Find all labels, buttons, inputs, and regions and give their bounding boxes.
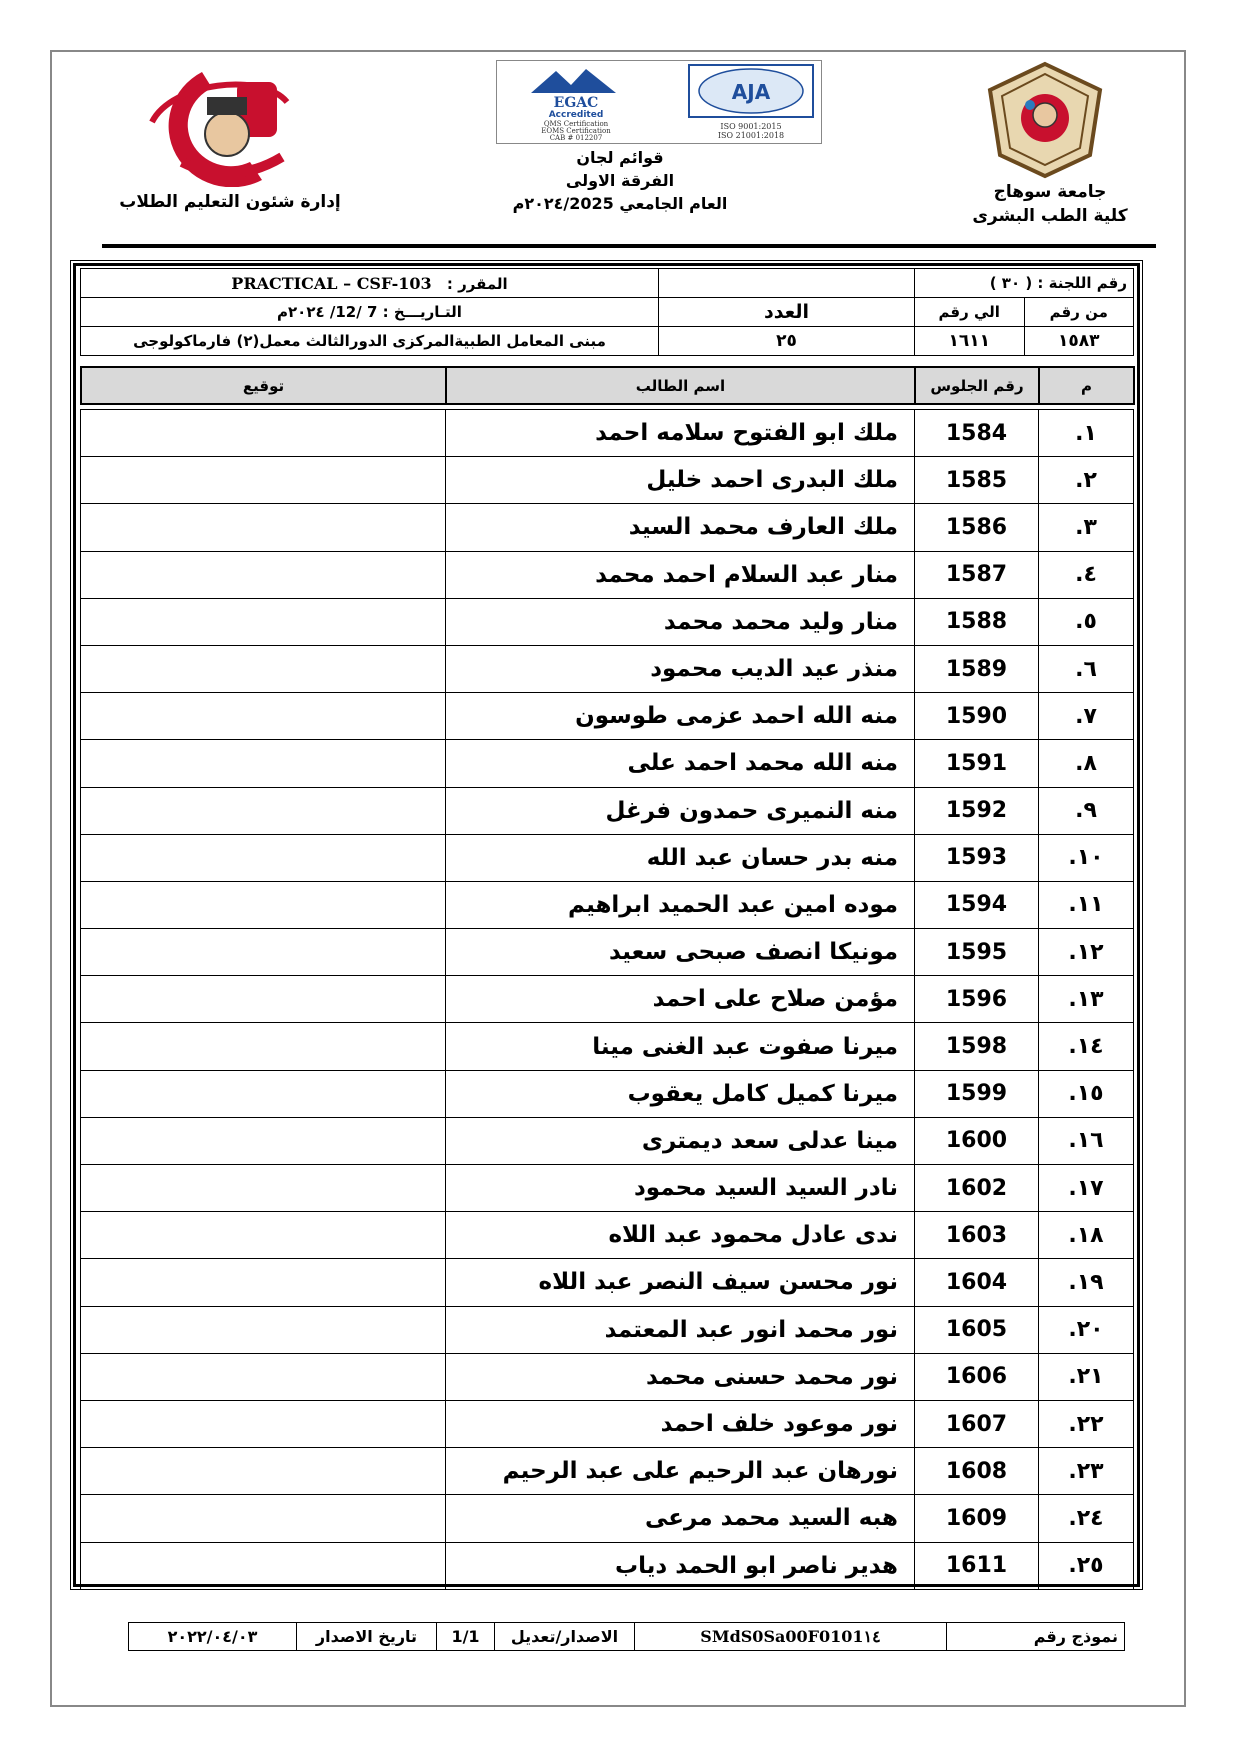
seat-number: 1599 bbox=[915, 1070, 1039, 1117]
exam-header bbox=[470, 146, 770, 215]
seat-number: 1589 bbox=[915, 645, 1039, 692]
table-row bbox=[81, 787, 1134, 834]
to-label: الي رقم bbox=[938, 303, 1000, 321]
student-name: منار وليد محمد محمد bbox=[446, 598, 915, 645]
seat-number: 1586 bbox=[915, 504, 1039, 551]
form-number-value: SMdS0Sa00F0101١٤ bbox=[635, 1623, 947, 1651]
student-name: ميرنا كميل كامل يعقوب bbox=[446, 1070, 915, 1117]
table-row bbox=[81, 1259, 1134, 1306]
table-row bbox=[81, 598, 1134, 645]
signature-cell bbox=[81, 1165, 446, 1212]
seat-number: 1585 bbox=[915, 457, 1039, 504]
table-row bbox=[81, 1353, 1134, 1400]
student-name: منه النميرى حمدون فرغل bbox=[446, 787, 915, 834]
svg-text:ISO 9001:2015: ISO 9001:2015 bbox=[720, 122, 782, 131]
seat-number: 1593 bbox=[915, 834, 1039, 881]
row-index: ١٦. bbox=[1039, 1117, 1134, 1164]
student-name: نور محمد حسنى محمد bbox=[446, 1353, 915, 1400]
admin-label: إدارة شئون التعليم الطلاب bbox=[119, 192, 341, 212]
table-row bbox=[81, 1306, 1134, 1353]
row-index: ٢٣. bbox=[1039, 1448, 1134, 1495]
signature-cell bbox=[81, 645, 446, 692]
svg-text:EGAC: EGAC bbox=[553, 95, 599, 111]
row-index: ٤. bbox=[1039, 551, 1134, 598]
col-index-header: م bbox=[1039, 367, 1134, 404]
student-name: هدير ناصر ابو الحمد دياب bbox=[446, 1542, 915, 1589]
date-cell bbox=[81, 298, 659, 327]
signature-cell bbox=[81, 740, 446, 787]
row-index: ١٠. bbox=[1039, 834, 1134, 881]
row-index: ١٢. bbox=[1039, 929, 1134, 976]
row-index: ١٨. bbox=[1039, 1212, 1134, 1259]
row-index: ١٥. bbox=[1039, 1070, 1134, 1117]
table-row bbox=[81, 976, 1134, 1023]
academic-year: العام الجامعي ٢٠٢٤/2025م bbox=[512, 194, 728, 213]
seat-number: 1606 bbox=[915, 1353, 1039, 1400]
seat-number: 1600 bbox=[915, 1117, 1039, 1164]
seat-number: 1591 bbox=[915, 740, 1039, 787]
table-row bbox=[81, 834, 1134, 881]
row-index: ١١. bbox=[1039, 881, 1134, 928]
table-row bbox=[81, 1023, 1134, 1070]
student-name: منار عبد السلام احمد محمد bbox=[446, 551, 915, 598]
col-seat-header: رقم الجلوس bbox=[915, 367, 1039, 404]
student-name: ملك البدرى احمد خليل bbox=[446, 457, 915, 504]
student-name: نور محسن سيف النصر عبد اللاه bbox=[446, 1259, 915, 1306]
seat-number: 1595 bbox=[915, 929, 1039, 976]
student-name: نور محمد انور عبد المعتمد bbox=[446, 1306, 915, 1353]
signature-cell bbox=[81, 1070, 446, 1117]
seat-number: 1588 bbox=[915, 598, 1039, 645]
signature-cell bbox=[81, 881, 446, 928]
seat-number: 1602 bbox=[915, 1165, 1039, 1212]
svg-text:Accredited: Accredited bbox=[548, 110, 604, 120]
svg-text:ISO 21001:2018: ISO 21001:2018 bbox=[717, 131, 785, 140]
row-index: ٢٥. bbox=[1039, 1542, 1134, 1589]
count-label: العدد bbox=[659, 298, 915, 327]
row-index: ٦. bbox=[1039, 645, 1134, 692]
signature-cell bbox=[81, 1448, 446, 1495]
seat-number: 1608 bbox=[915, 1448, 1039, 1495]
course-label: المقرر : bbox=[446, 274, 508, 293]
signature-cell bbox=[81, 1259, 446, 1306]
row-index: ١٤. bbox=[1039, 1023, 1134, 1070]
signature-cell bbox=[81, 787, 446, 834]
signature-cell bbox=[81, 929, 446, 976]
signature-cell bbox=[81, 1023, 446, 1070]
signature-cell bbox=[81, 1353, 446, 1400]
student-name: مينا عدلى سعد ديمترى bbox=[446, 1117, 915, 1164]
student-name: هبه السيد محمد مرعى bbox=[446, 1495, 915, 1542]
svg-text:QMS Certification: QMS Certification bbox=[543, 120, 609, 128]
table-row bbox=[81, 929, 1134, 976]
header-divider bbox=[102, 244, 1156, 248]
course-cell bbox=[81, 269, 659, 298]
seat-number: 1587 bbox=[915, 551, 1039, 598]
student-name: مؤمن صلاح على احمد bbox=[446, 976, 915, 1023]
col-signature-header: توقيع bbox=[81, 367, 446, 404]
table-row bbox=[81, 1165, 1134, 1212]
seat-number: 1609 bbox=[915, 1495, 1039, 1542]
col-name-header: اسم الطالب bbox=[446, 367, 915, 404]
student-name: منذر عيد الديب محمود bbox=[446, 645, 915, 692]
form-footer bbox=[128, 1622, 1125, 1651]
column-header bbox=[80, 366, 1135, 405]
signature-cell bbox=[81, 1117, 446, 1164]
table-row bbox=[81, 645, 1134, 692]
signature-cell bbox=[81, 1306, 446, 1353]
university-crest-logo bbox=[980, 60, 1110, 180]
row-index: ١٩. bbox=[1039, 1259, 1134, 1306]
seat-number: 1592 bbox=[915, 787, 1039, 834]
seat-number: 1611 bbox=[915, 1542, 1039, 1589]
committee-info-table bbox=[80, 268, 1134, 356]
student-name: ميرنا صفوت عبد الغنى مينا bbox=[446, 1023, 915, 1070]
signature-cell bbox=[81, 693, 446, 740]
seat-number: 1607 bbox=[915, 1400, 1039, 1447]
table-row bbox=[81, 740, 1134, 787]
student-name: منه بدر حسان عبد الله bbox=[446, 834, 915, 881]
svg-text:AJA: AJA bbox=[731, 80, 771, 104]
list-title: قوائم لجان bbox=[576, 148, 664, 167]
seat-number: 1594 bbox=[915, 881, 1039, 928]
table-row bbox=[81, 881, 1134, 928]
egac-logo bbox=[501, 63, 651, 141]
university-header bbox=[950, 180, 1150, 228]
signature-cell bbox=[81, 1495, 446, 1542]
table-row bbox=[81, 504, 1134, 551]
student-list-table bbox=[80, 409, 1134, 1590]
location: مبنى المعامل الطبيةالمركزى الدورالثالث معمل(٢) فارماكولوجى bbox=[81, 327, 659, 356]
table-row bbox=[81, 1070, 1134, 1117]
table-row bbox=[81, 1400, 1134, 1447]
row-index: ٩. bbox=[1039, 787, 1134, 834]
student-name: نادر السيد السيد محمود bbox=[446, 1165, 915, 1212]
committee-number: رقم اللجنة : ( ٣٠ ) bbox=[915, 269, 1134, 298]
row-index: ١. bbox=[1039, 410, 1134, 457]
seat-number: 1603 bbox=[915, 1212, 1039, 1259]
seat-number: 1596 bbox=[915, 976, 1039, 1023]
accreditation-box bbox=[496, 60, 822, 144]
issue-date-label: تاريخ الاصدار bbox=[297, 1623, 437, 1651]
svg-text:EOMS Certification: EOMS Certification bbox=[541, 127, 611, 135]
table-row bbox=[81, 551, 1134, 598]
student-name: مونيكا انصف صبحى سعيد bbox=[446, 929, 915, 976]
row-index: ٧. bbox=[1039, 693, 1134, 740]
row-index: ٢٢. bbox=[1039, 1400, 1134, 1447]
student-name: ندى عادل محمود عبد اللاه bbox=[446, 1212, 915, 1259]
from-label: من رقم bbox=[1024, 298, 1133, 326]
signature-cell bbox=[81, 410, 446, 457]
university-name: جامعة سوهاج bbox=[993, 182, 1107, 202]
range-values-cell bbox=[915, 327, 1134, 356]
row-index: ٢٤. bbox=[1039, 1495, 1134, 1542]
student-name: نور موعود خلف احمد bbox=[446, 1400, 915, 1447]
version-value: 1/1 bbox=[437, 1623, 495, 1651]
seat-number: 1605 bbox=[915, 1306, 1039, 1353]
student-name: منه الله احمد عزمى طوسون bbox=[446, 693, 915, 740]
seat-number: 1604 bbox=[915, 1259, 1039, 1306]
signature-cell bbox=[81, 598, 446, 645]
student-name: ملك العارف محمد السيد bbox=[446, 504, 915, 551]
row-index: ١٣. bbox=[1039, 976, 1134, 1023]
seat-number: 1584 bbox=[915, 410, 1039, 457]
row-index: ٥. bbox=[1039, 598, 1134, 645]
table-row bbox=[81, 1448, 1134, 1495]
row-index: ٢٠. bbox=[1039, 1306, 1134, 1353]
row-index: ٨. bbox=[1039, 740, 1134, 787]
signature-cell bbox=[81, 457, 446, 504]
svg-text:CAB # 012207: CAB # 012207 bbox=[549, 134, 603, 141]
form-number-label: نموذج رقم bbox=[947, 1623, 1125, 1651]
version-label: الاصدار/تعديل bbox=[495, 1623, 635, 1651]
signature-cell bbox=[81, 1212, 446, 1259]
signature-cell bbox=[81, 551, 446, 598]
faculty-logo bbox=[112, 62, 312, 187]
student-name: منه الله محمد احمد على bbox=[446, 740, 915, 787]
table-row bbox=[81, 1542, 1134, 1589]
row-index: ٣. bbox=[1039, 504, 1134, 551]
student-name: نورهان عبد الرحيم على عبد الرحيم bbox=[446, 1448, 915, 1495]
seat-number: 1590 bbox=[915, 693, 1039, 740]
signature-cell bbox=[81, 1400, 446, 1447]
row-index: ١٧. bbox=[1039, 1165, 1134, 1212]
student-name: ملك ابو الفتوح سلامه احمد bbox=[446, 410, 915, 457]
table-row bbox=[81, 1495, 1134, 1542]
student-name: موده امين عبد الحميد ابراهيم bbox=[446, 881, 915, 928]
table-row bbox=[81, 410, 1134, 457]
issue-date-value: ٢٠٢٢/٠٤/٠٣ bbox=[129, 1623, 297, 1651]
row-index: ٢. bbox=[1039, 457, 1134, 504]
row-index: ٢١. bbox=[1039, 1353, 1134, 1400]
year-group: الفرقة الاولى bbox=[565, 171, 675, 190]
from-value: ١٥٨٣ bbox=[1024, 327, 1133, 355]
date-value: 7 /12/ ٢٠٢٤م bbox=[277, 303, 378, 321]
date-label: التـاريـــخ : bbox=[382, 303, 462, 321]
table-row bbox=[81, 693, 1134, 740]
count-value: ٢٥ bbox=[659, 327, 915, 356]
table-row bbox=[81, 457, 1134, 504]
signature-cell bbox=[81, 1542, 446, 1589]
table-row bbox=[81, 1212, 1134, 1259]
blank-cell bbox=[659, 269, 915, 298]
signature-cell bbox=[81, 504, 446, 551]
signature-cell bbox=[81, 834, 446, 881]
course-value: PRACTICAL – CSF-103 bbox=[231, 273, 432, 293]
range-labels-cell bbox=[915, 298, 1134, 327]
table-row bbox=[81, 1117, 1134, 1164]
seat-number: 1598 bbox=[915, 1023, 1039, 1070]
aja-logo bbox=[683, 63, 819, 141]
signature-cell bbox=[81, 976, 446, 1023]
faculty-name: كلية الطب البشرى bbox=[972, 206, 1128, 226]
to-value: ١٦١١ bbox=[948, 331, 990, 351]
